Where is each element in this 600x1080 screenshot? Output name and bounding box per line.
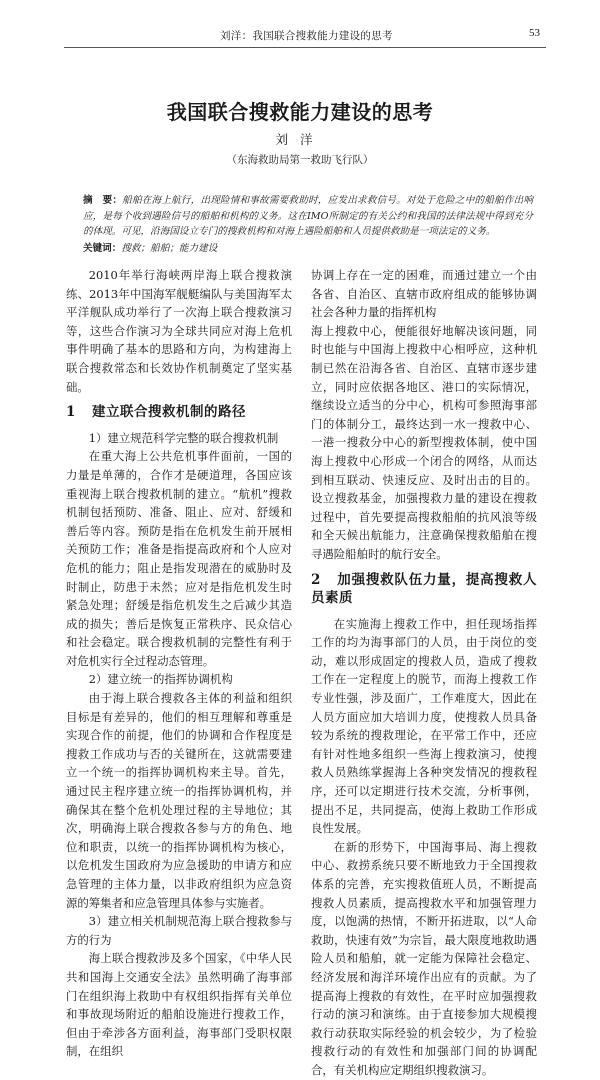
paragraph: 在实施海上搜救工作中，担任现场指挥工作的均为海事部门的人员，由于岗位的变动，难以形成固定的搜救人员，造成了搜救工作在一定程度上的脱节，而海上搜救工作专业性强，涉及面广，工作难度大，因此在人员方面应加大培训力度，使搜救人员具备较为系统的搜救理论，在平常工作中，还应有针对性地多组织一些海上搜救演习，使搜救人员熟练掌握海上各种突发情况的搜救程序，还可以定期进行技术交流，分析事例，提出不足，共同提高，使海上救助工作形成良性发展。 xyxy=(311,616,537,836)
paragraph: 海上联合搜救涉及多个国家，《中华人民共和国海上交通安全法》虽然明确了海事部门在组织海上救助中有权组织指挥有关单位和事故现场附近的船舶设施进行搜救工作，但由于牵涉各方面利益，海事部门受职权限制，在组织 xyxy=(66,951,292,1059)
affiliation: （东海救助局第一救助飞行队） xyxy=(226,154,374,166)
page-number: 53 xyxy=(529,27,540,39)
subheading-2: 2）建立统一的指挥协调机构 xyxy=(88,672,233,687)
author: 刘洋 xyxy=(275,132,325,147)
keywords-label: 关键词： xyxy=(83,243,122,254)
keywords-text: 搜救；船舶；能力建设 xyxy=(121,243,218,254)
paper-title: 我国联合搜救能力建设的思考 xyxy=(166,100,434,124)
running-title: 刘洋：我国联合搜救能力建设的思考 xyxy=(220,30,393,42)
continued-paragraph: 协调上存在一定的困难，而通过建立一个由各省、自治区、直辖市政府组成的能够协调社会各种力量的指挥机构 xyxy=(311,268,537,320)
paragraph: 海上搜救中心，便能很好地解决该问题，同时也能与中国海上搜救中心相呼应，这种机制已然在沿海各省、自治区、直辖市逐步建立，同时应依据各地区、港口的实际情况，继续设立适当的分中心，机构可参照海事部门的体制分工，最终达到一水一搜救中心、一港一搜救分中心的新型搜救体制，使中国海上搜救中心形成一个闭合的网络，从而达到相互联动、快速反应、及时出击的目的。设立搜救基金，加强搜救力量的建设在搜救过程中，首先要提高搜救船舶的抗风浪等级和全天候出航能力，注意确保搜救船舶在搜寻遇险船舶时的航行安全。 xyxy=(311,323,537,561)
section-heading-1 xyxy=(66,403,292,422)
subheading-3: 3）建立相关机制规范海上联合搜救参与方的行为 xyxy=(66,914,292,947)
keywords xyxy=(83,240,217,254)
paragraph: 在重大海上公共危机事件面前，一国的力量是单薄的，合作才是硬道理，各国应该重视海上联合搜救机制的建立。“航机”搜救机制包括预防、准备、阻止、应对、舒缓和善后等内容。预防是指在危机发生前开展相关预防工作；准备是指提高政府和个人应对危机的能力；阻止是指发现潜在的威胁时及时制止，防患于未然；应对是指危机发生时紧急处理；舒缓是指危机发生之后减少其造成的损失；善后是恢复正常秩序、民众信心和社会稳定。联合搜救机制的完整性有利于对危机实行全过程动态管理。 xyxy=(66,449,292,668)
abstract-text: 船舶在海上航行，出现险情和事故需要救助时，应发出求救信号。对处于危险之中的船舶作出响应，是每个收到遇险信号的船舶和机构的义务。这在IMO所制定的有关公约和我国的法律法规中得到充分的体现。可见，沿海国设立专门的搜救机构和对海上遇险船舶和人员提供救助是一项法定的义务。 xyxy=(83,195,534,237)
abstract-label: 摘 要： xyxy=(83,195,123,206)
header-rule xyxy=(64,47,546,48)
abstract xyxy=(83,193,533,240)
section-title: 加强搜救队伍力量，提高搜救人员素质 xyxy=(311,571,537,607)
subheading-1: 1）建立规范科学完整的联合搜救机制 xyxy=(88,430,279,445)
right-column xyxy=(311,266,537,1080)
section-heading-2 xyxy=(311,571,537,608)
section-title: 建立联合搜救机制的路径 xyxy=(92,404,246,421)
section-number: 1 xyxy=(66,404,76,421)
section-number: 2 xyxy=(311,571,321,588)
paragraph: 由于海上联合搜救各主体的利益和组织目标是有差异的，他们的相互理解和尊重是实现合作的前提，他们的协调和合作程度是搜救工作成功与否的关键所在，这就需要建立一个统一的指挥协调机构来主导。首先，通过民主程序建立统一的指挥协调机构，并确保其在整个危机处理过程的主导地位；其次，明确海上联合搜救各参与方的角色、地位和职责，以统一的指挥协调机构为核心，以危机发生国政府为应急援助的申请方和应急管理的主体力量，以非政府组织为应急资源的筹集者和应急管理具体参与实施者。 xyxy=(66,691,292,910)
left-column xyxy=(66,266,292,1061)
paragraph: 在新的形势下，中国海事局、海上搜救中心、救捞系统只要不断地致力于全国搜救体系的完善，充实搜救值班人员，不断提高搜救人员素质，提高搜救水平和加强管理力度，以饱满的热情，不断开拓进取，以“人命救助，快速有效”为宗旨，最大限度地救助遇险人员和船舶，就一定能为保障社会稳定、经济发展和海洋环境作出应有的贡献。为了提高海上搜救的有效性，在平时应加强搜救行动的演习和演练。由于直接参加大规模搜救行动获取实际经验的机会较少，为了检验搜救行动的有效性和加强部门间的协调配合，有关机构应定期组织搜救演习。 xyxy=(311,839,537,1077)
intro-paragraph: 2010年举行海峡两岸海上联合搜救演练、2013年中国海军舰艇编队与美国海军太平洋舰队成功举行了一次海上联合搜救演习等，这些合作演习为全球共同应对海上危机事件明确了基本的思路和方向，为构建海上联合搜救常态和长效协作机制奠定了坚实基础。 xyxy=(66,268,292,394)
